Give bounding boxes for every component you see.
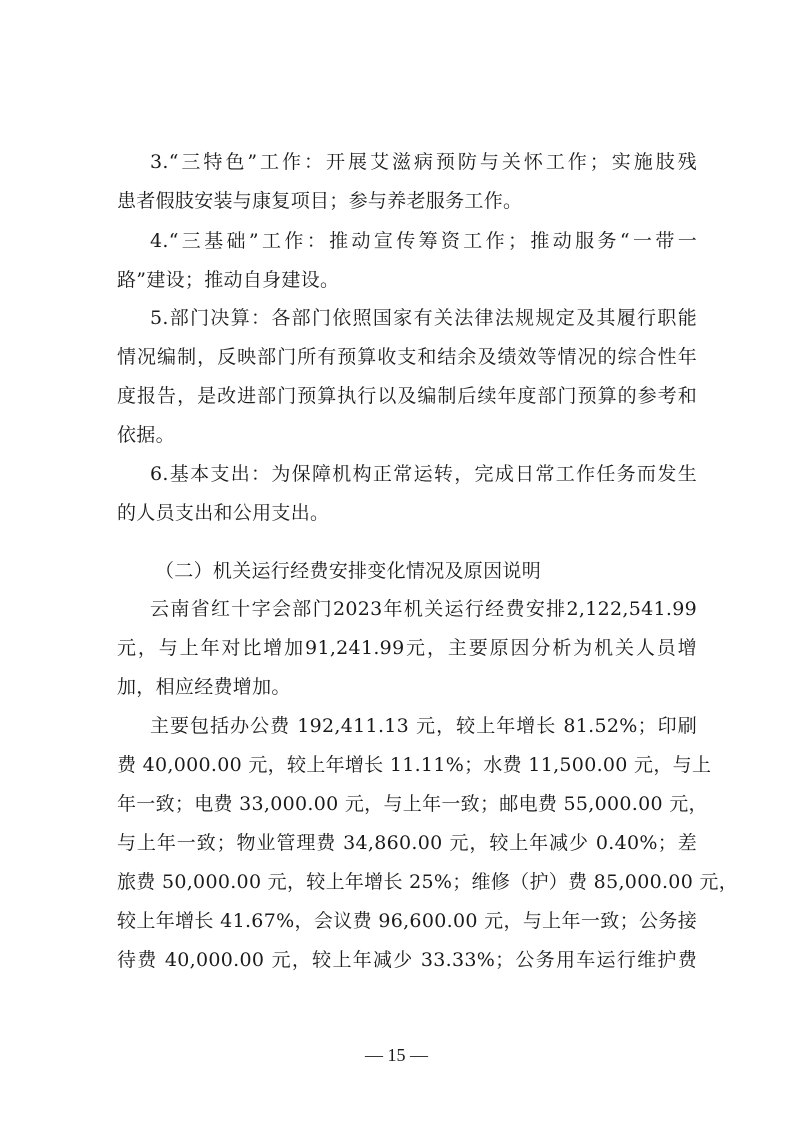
paragraph-line: 3.“三特色”工作：开展艾滋病预防与关怀工作；实施肢残 [150, 151, 697, 173]
paragraph-line: 旅费 50,000.00 元，较上年增长 25%；维修（护）费 85,000.00 元， [117, 871, 739, 893]
paragraph-line: 度报告，是改进部门预算执行以及编制后续年度部门预算的参考和 [117, 385, 697, 407]
paragraph-line: 待费 40,000.00 元，较上年减少 33.33%；公务用车运行维护费 [117, 949, 697, 971]
paragraph-line: 患者假肢安装与康复项目；参与养老服务工作。 [117, 190, 523, 212]
paragraph-line: 的人员支出和公用支出。 [117, 502, 330, 524]
paragraph-line: 加，相应经费增加。 [117, 676, 291, 698]
paragraph-line: 路”建设；推动自身建设。 [117, 269, 340, 291]
paragraph-line: 依据。 [117, 424, 175, 446]
page-number: — 15 — [365, 1045, 428, 1065]
paragraph-line: 6.基本支出：为保障机构正常运转，完成日常工作任务而发生 [150, 463, 697, 485]
paragraph-line: 4.“三基础”工作：推动宣传筹资工作；推动服务“一带一 [150, 230, 697, 252]
paragraph-line: 5.部门决算：各部门依照国家有关法律法规规定及其履行职能 [150, 307, 697, 329]
paragraph-line: 年一致；电费 33,000.00 元，与上年一致；邮电费 55,000.00 元， [117, 793, 708, 815]
paragraph-line: 与上年一致；物业管理费 34,860.00 元，较上年减少 0.40%；差 [117, 832, 697, 854]
paragraph-line: 元，与上年对比增加91,241.99元，主要原因分析为机关人员增 [117, 637, 697, 659]
paragraph-line: 情况编制，反映部门所有预算收支和结余及绩效等情况的综合性年 [117, 346, 697, 368]
paragraph-line: 较上年增长 41.67%，会议费 96,600.00 元，与上年一致；公务接 [117, 910, 697, 932]
section-heading: （二）机关运行经费安排变化情况及原因说明 [155, 560, 542, 582]
paragraph-line: 主要包括办公费 192,411.13 元，较上年增长 81.52%；印刷 [150, 715, 697, 737]
paragraph-line: 云南省红十字会部门2023年机关运行经费安排2,122,541.99 [150, 598, 697, 620]
paragraph-line: 费 40,000.00 元，较上年增长 11.11%；水费 11,500.00 元，与上 [117, 754, 712, 776]
